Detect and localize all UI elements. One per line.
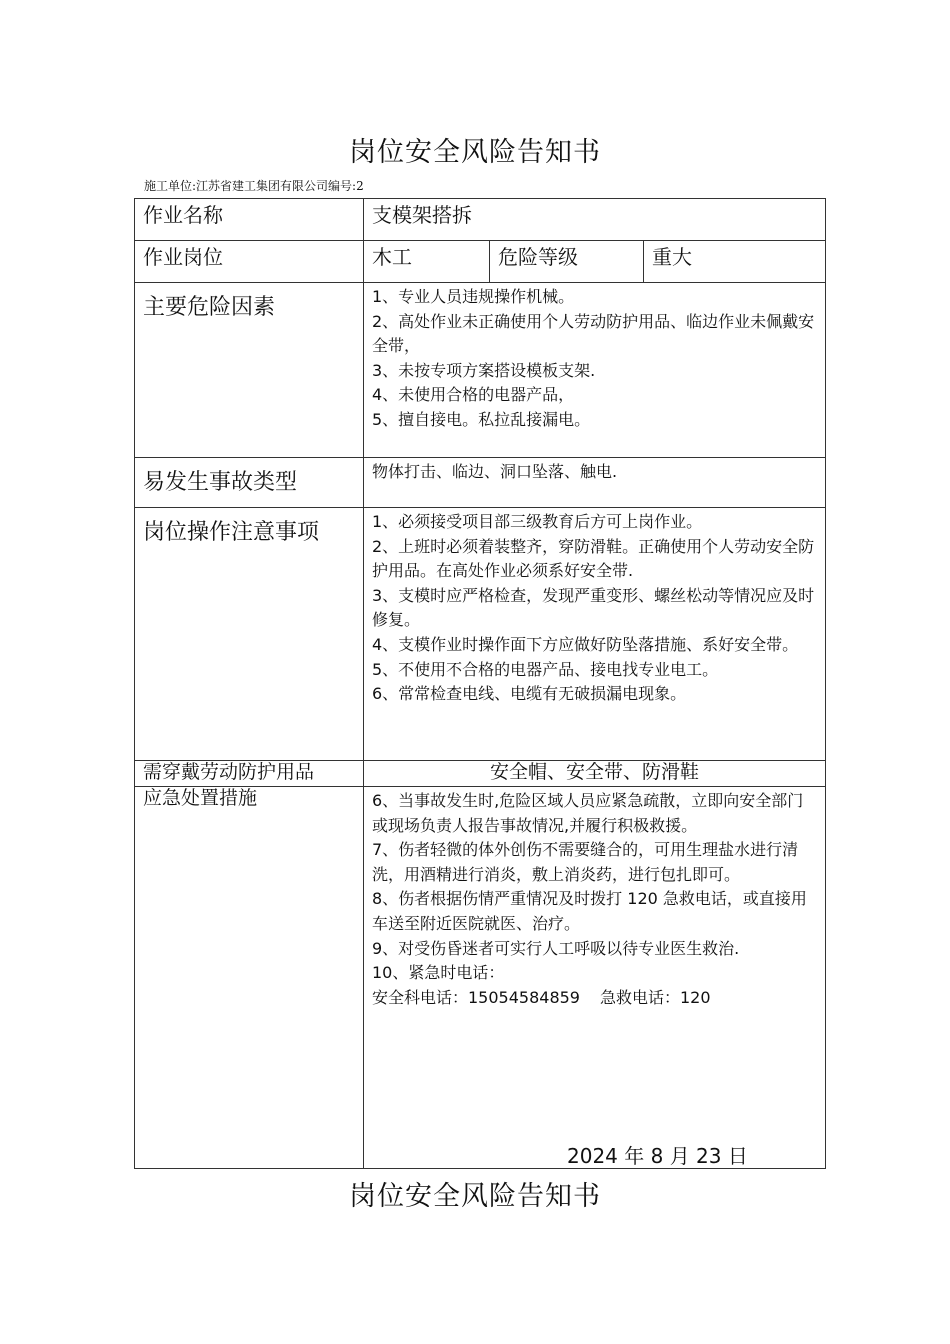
phone-line	[372, 986, 817, 1011]
risk-notice-table	[134, 198, 826, 1169]
emergency-label: 应急处置措施	[135, 787, 364, 1169]
row-emergency	[135, 787, 826, 1169]
post-label: 作业岗位	[135, 241, 364, 283]
row-hazards	[135, 283, 826, 458]
list-item: 4、未使用合格的电器产品，	[372, 385, 575, 405]
list-item: 2、上班时必须着装整齐，穿防滑鞋。正确使用个人劳动安全防护用品。在高处作业必须系好安全带.	[372, 536, 815, 581]
operation-notes-list	[364, 508, 826, 761]
row-job-name	[135, 199, 826, 241]
list-item: 3、支模时应严格检查，发现严重变形、螺丝松动等情况应及时修复。	[372, 585, 815, 630]
safety-phone: 安全科电话：15054584859	[372, 987, 580, 1007]
row-post	[135, 241, 826, 283]
list-item: 5、擅自接电。私拉乱接漏电。	[372, 409, 591, 429]
document-date: 2024 年 8 月 23 日	[567, 1144, 748, 1168]
list-item: 10、紧急时电话：	[372, 963, 505, 983]
list-item: 3、未按专项方案搭设模板支架.	[372, 360, 596, 380]
accident-type-label: 易发生事故类型	[135, 458, 364, 508]
list-item: 4、支模作业时操作面下方应做好防坠落措施、系好安全带。	[372, 634, 799, 654]
list-item: 6、当事故发生时,危险区域人员应紧急疏散，立即向安全部门或现场负责人报告事故情况,并履行积极救援。	[372, 791, 804, 835]
job-name-label: 作业名称	[135, 199, 364, 241]
post-value: 木工	[364, 241, 490, 283]
row-accident	[135, 458, 826, 508]
page-title-repeat: 岗位安全风险告知书	[349, 1181, 601, 1212]
list-item: 1、必须接受项目部三级教育后方可上岗作业。	[372, 512, 703, 531]
accident-type-value: 物体打击、临边、洞口坠落、触电.	[364, 458, 826, 508]
danger-level-label: 危险等级	[490, 241, 644, 283]
list-item: 7、伤者轻微的体外创伤不需要缝合的，可用生理盐水进行清洗，用酒精进行消炎，敷上消炎药，进行包扎即可。	[372, 840, 799, 884]
hazards-label: 主要危险因素	[135, 283, 364, 458]
list-item: 1、专业人员违规操作机械。	[372, 287, 575, 306]
emergency-phone: 急救电话：120	[599, 987, 711, 1007]
list-item: 6、常常检查电线、电缆有无破损漏电现象。	[372, 684, 687, 704]
danger-level-value: 重大	[644, 241, 826, 283]
operation-notes-label: 岗位操作注意事项	[135, 508, 364, 761]
list-item: 8、伤者根据伤情严重情况及时拨打 120 急救电话，或直接用车送至附近医院就医、治疗。	[372, 889, 807, 933]
page-title: 岗位安全风险告知书	[349, 137, 601, 168]
ppe-label: 需穿戴劳动防护用品	[135, 761, 364, 787]
ppe-value: 安全帽、安全带、防滑鞋	[364, 761, 826, 787]
row-ppe	[135, 761, 826, 787]
emergency-list	[364, 787, 826, 1169]
hazards-list	[364, 283, 826, 458]
list-item: 5、不使用不合格的电器产品、接电找专业电工。	[372, 659, 719, 679]
construction-unit-line: 施工单位:江苏省建工集团有限公司编号:2	[144, 179, 364, 193]
list-item: 2、高处作业未正确使用个人劳动防护用品、临边作业未佩戴安全带，	[372, 311, 815, 356]
row-notes	[135, 508, 826, 761]
list-item: 9、对受伤昏迷者可实行人工呼吸以待专业医生救治.	[372, 938, 740, 958]
job-name-value: 支模架搭拆	[364, 199, 826, 241]
